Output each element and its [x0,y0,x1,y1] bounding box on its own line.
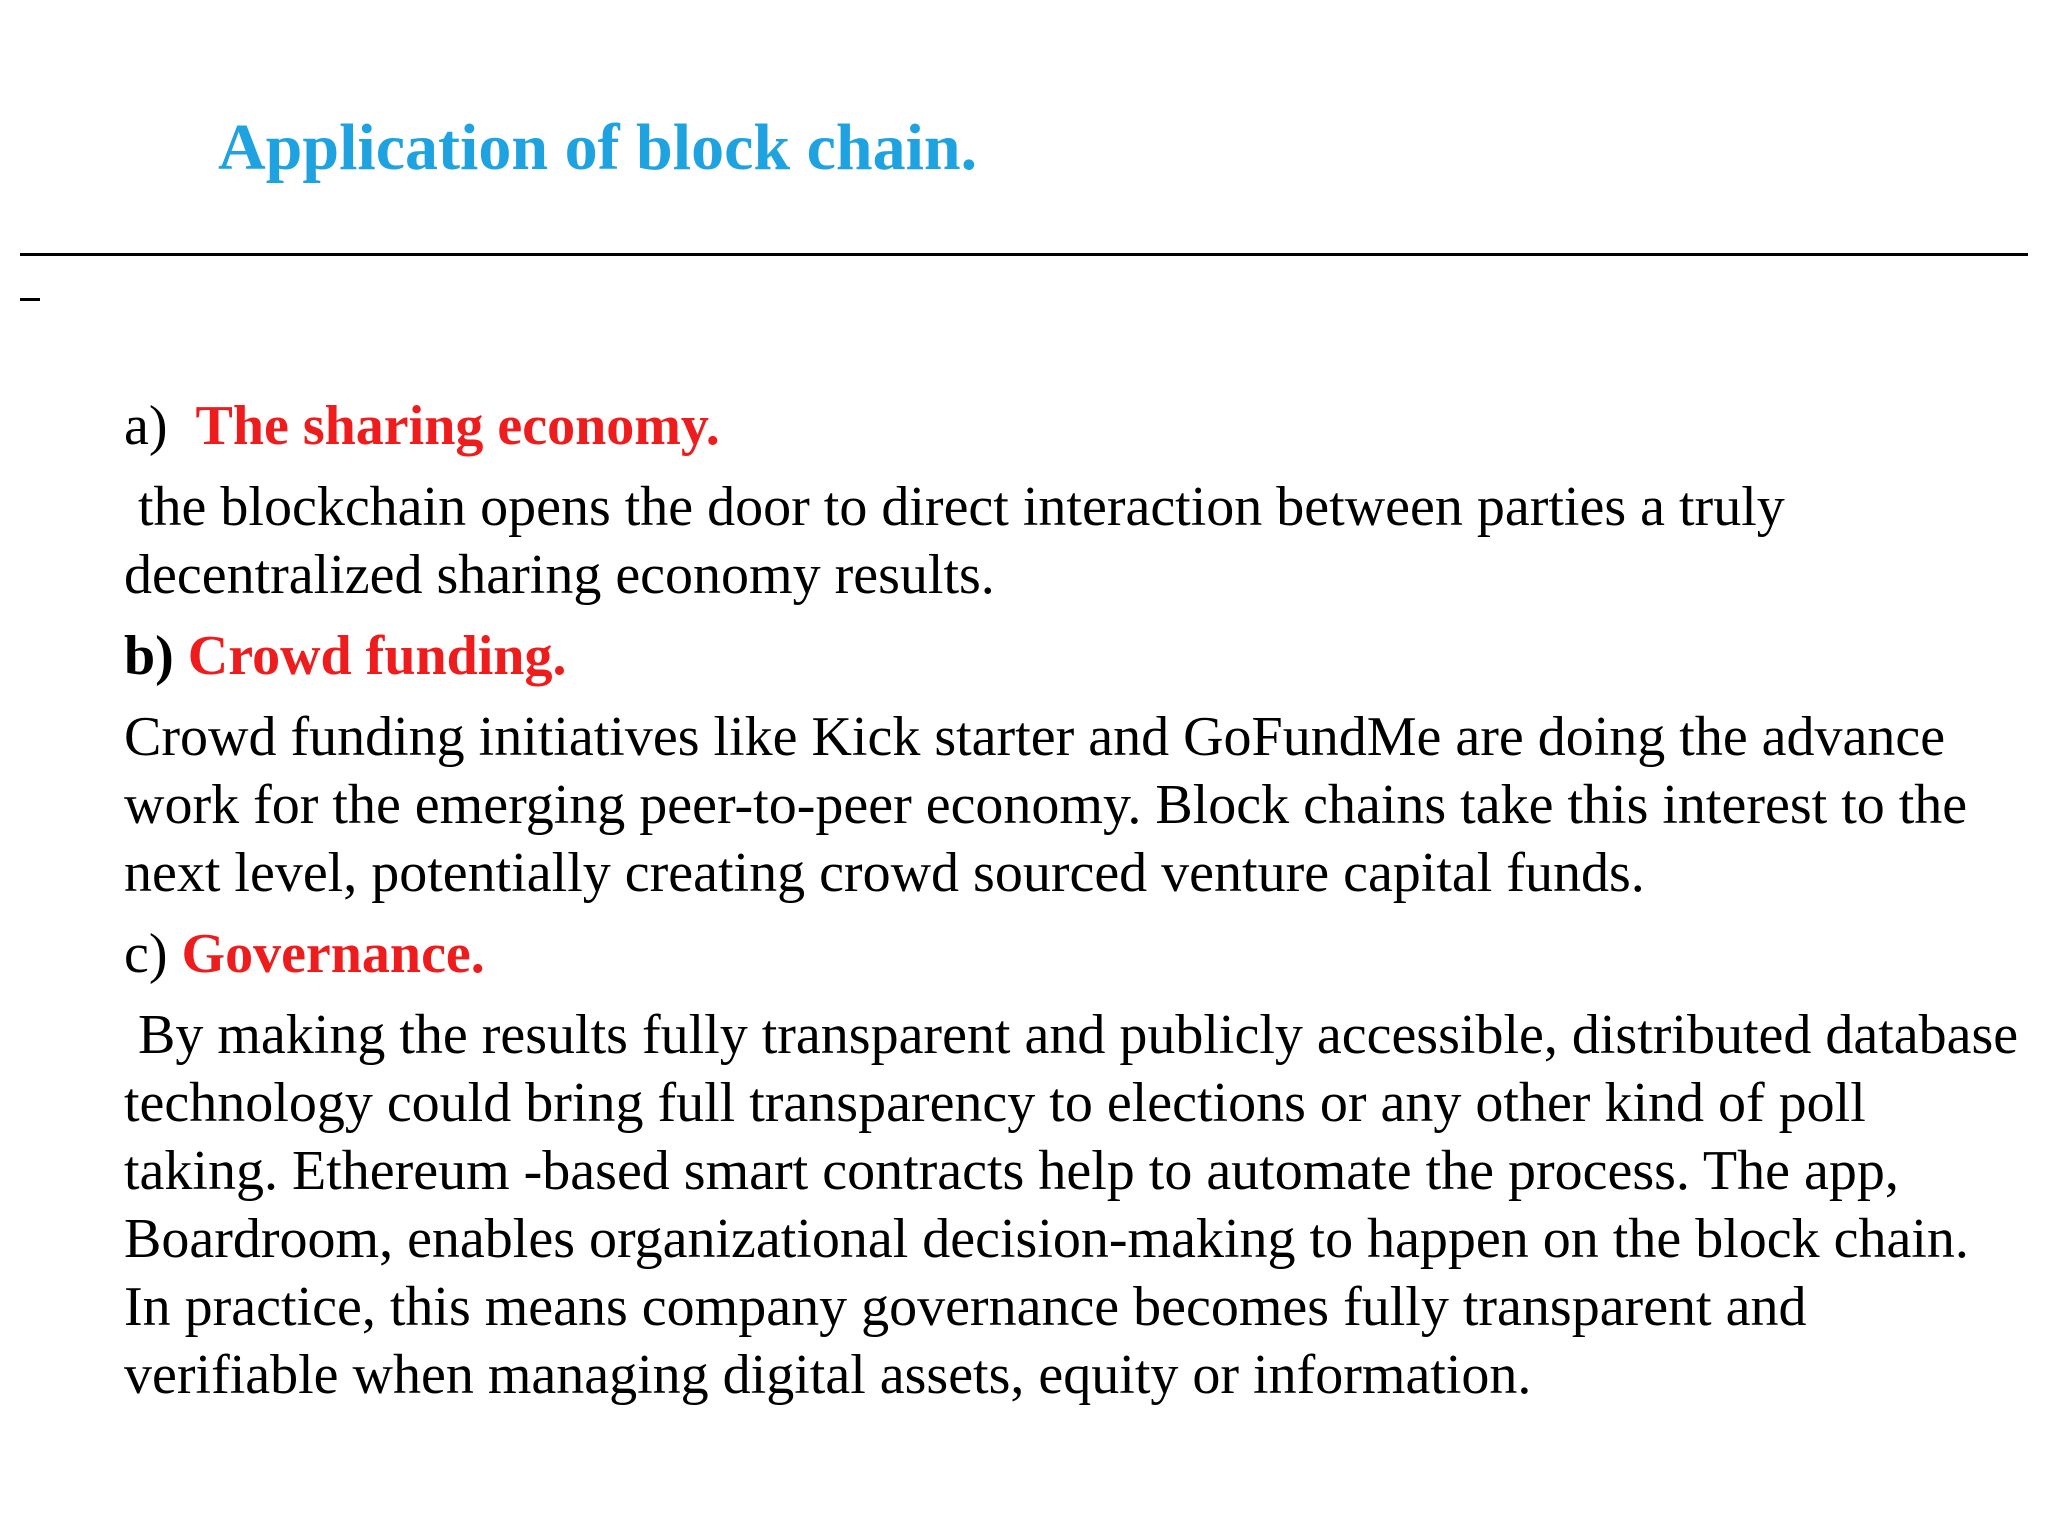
content-area [124,392,2033,1409]
section-c-heading [124,920,2024,988]
section-b-title: Crowd funding. [187,625,567,687]
dash-mark [20,298,40,301]
section-a-body: the blockchain opens the door to direct interaction between parties a truly decentralized sharing economy results. [124,476,1799,606]
section-b-prefix: b) [124,625,188,687]
section-c-prefix: c) [124,923,182,985]
section-a-prefix: a) [124,395,196,457]
section-b-heading [124,622,2024,690]
title-divider [20,253,2028,256]
section-a-heading [124,392,2024,460]
section-a-title: The sharing economy. [195,395,720,457]
section-b-body: Crowd funding initiatives like Kick starter and GoFundMe are doing the advance work for the emerging peer-to-peer economy. Block chains take this interest to the next level, potentially creating crowd sourced venture capital funds. [124,706,1982,904]
page-title: Application of block chain. [218,111,978,184]
section-c-body: By making the results fully transparent and publicly accessible, distributed database technology could bring full transparency to elections or any other kind of poll taking. Ethereum -based smart contracts help to automate the process. The app, Boardroom, enables organizational decision-making to happen on the block chain. In practice, this means company governance becomes fully transparent and verifiable when managing digital assets, equity or information. [124,1004,2033,1406]
section-c-title: Governance. [181,923,485,985]
